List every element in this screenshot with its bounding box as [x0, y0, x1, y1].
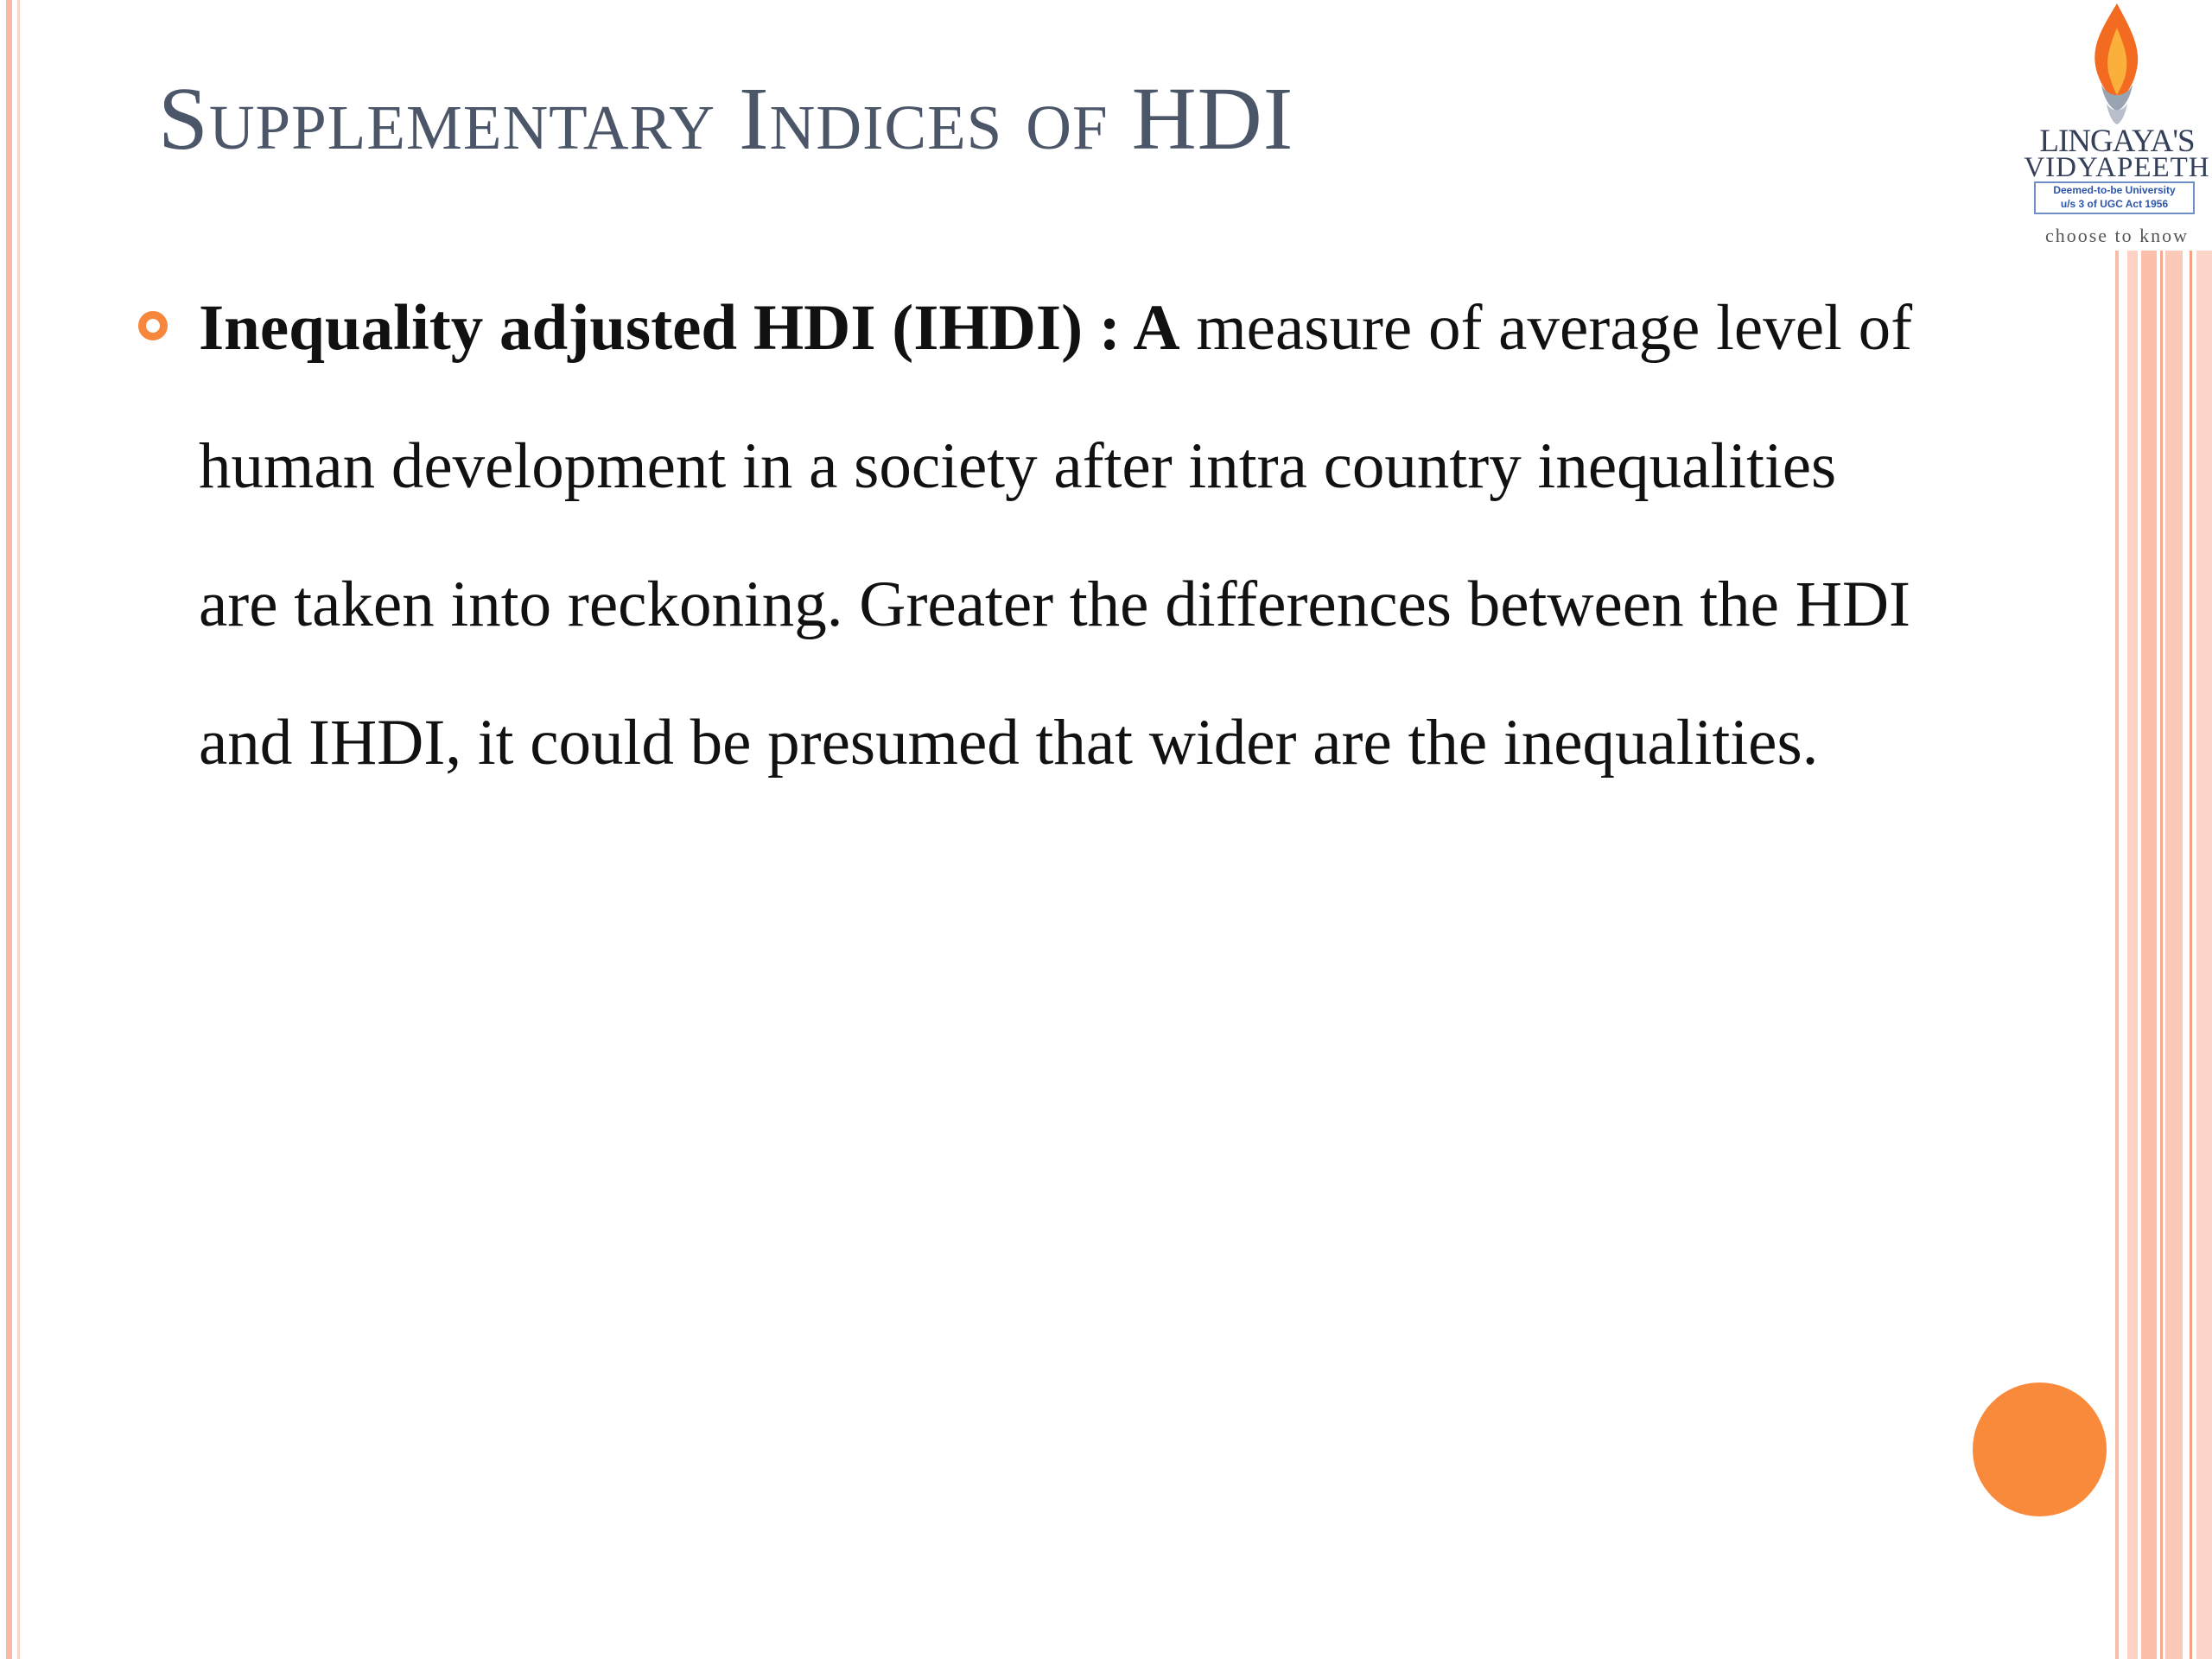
logo-tagline: choose to know: [2044, 225, 2190, 246]
logo-badge-line1: Deemed-to-be University: [2053, 184, 2176, 196]
right-border-line: [2115, 251, 2119, 1659]
logo-badge-line2: u/s 3 of UGC Act 1956: [2060, 198, 2169, 210]
right-border-line: [2127, 251, 2138, 1659]
university-logo: [2022, 0, 2212, 255]
bullet-lead: Inequality adjusted HDI (IHDI) : A: [199, 292, 1180, 364]
right-border-line: [2196, 251, 2212, 1659]
decorative-circle: [1973, 1382, 2107, 1516]
right-border-line: [2141, 251, 2157, 1659]
bullet-item: [199, 259, 1927, 812]
bullet-text: measure of average level of human development in a society after intra country inequalities are taken into reckoning. Greater the differences between the HDI and IHDI, it could be presumed that wider are the inequalities.: [199, 292, 1913, 779]
left-border-line: [6, 0, 12, 1659]
logo-name-line2: VIDYAPEETH: [2024, 152, 2210, 183]
logo-badge: [2034, 181, 2195, 214]
flame-icon: [2082, 2, 2152, 127]
left-border-line-thin: [17, 0, 20, 1659]
right-border-line: [2190, 251, 2192, 1659]
logo-name-line1: LINGAYA'S: [2039, 124, 2195, 159]
bullet-icon: [138, 311, 168, 340]
right-border-line: [2165, 251, 2183, 1659]
bullet-paragraph: [199, 259, 1927, 812]
right-border-line: [2160, 251, 2163, 1659]
slide-title: Supplementary Indices of HDI: [158, 69, 1294, 168]
